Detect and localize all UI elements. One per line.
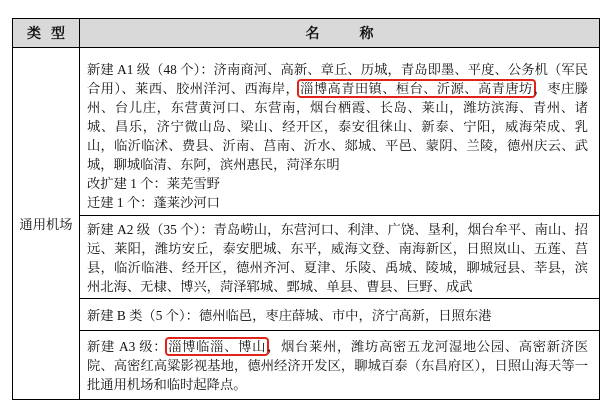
highlight-box-zibo-a1: 淄博高青田镇、桓台、沂源、高青唐坊 <box>300 81 533 96</box>
category-cell <box>13 48 80 399</box>
entry-text-after: ，枣庄滕州、台儿庄，东营黄河口、东营南，烟台栖霞、长岛、莱山，潍坊滨海、青州、诸城、昌乐，济宁微山岛、梁山、经开区，泰安徂徕山、新泰、宁阳，威海荣成、乳山，临沂临沭、费县、沂南、莒南、沂水、郯城、平邑、蒙阴、兰陵，德州庆云、武城，聊城临清、东阿，滨州惠民，菏泽东明 <box>87 81 588 172</box>
group-new-b <box>80 299 599 331</box>
entry-new-a3 <box>87 337 588 394</box>
group-new-a2 <box>80 216 599 299</box>
group-new-a1 <box>80 48 599 216</box>
general-airport-table <box>12 18 600 400</box>
table-body <box>13 48 599 399</box>
entry-expansion: 改扩建 1 个：莱芜雪野 <box>87 176 220 191</box>
entry-text-after: ，烟台莱州，潍坊高密五龙河湿地公园、高密新济医院、高密红高粱影视基地，德州经济开发区，聊城百泰（东昌府区），日照山海天等一批通用机场和临时起降点。 <box>87 339 589 392</box>
category-label: 通用机场 <box>19 217 73 232</box>
table-header-row <box>13 19 599 48</box>
entry-new-a2: 新建 A2 级（35 个）：青岛崂山，东营河口、利津、广饶、垦利，烟台牟平、南山、招远、莱阳，潍坊安丘，泰安肥城、东平，威海文登、南海新区，日照岚山、五莲、莒县，临沂临港、经开区，德州齐河、夏津、乐陵、禹城、陵城，聊城冠县、莘县，滨州北海、无棣、博兴，菏泽郓城、鄄城、单县、曹县、巨野、成武 <box>87 222 588 294</box>
entry-relocation: 迁建 1 个：蓬莱沙河口 <box>87 195 220 210</box>
entry-new-a1 <box>87 60 588 174</box>
group-new-a3 <box>80 331 599 399</box>
header-name-cell: 名称 <box>305 27 414 42</box>
names-column <box>80 48 599 399</box>
highlight-box-zibo-a3: 淄博临淄、博山 <box>168 339 267 354</box>
header-type-cell: 类型 <box>13 19 80 47</box>
entry-text-before: 新建 A1 级（48 个）：济南商河、高新、章丘、历城，青岛即墨、平度、公务机（军民合用）、莱西、胶州洋河、西海岸， <box>87 62 588 96</box>
entry-new-b: 新建 B 类（5 个）：德州临邑，枣庄薛城、市中，济宁高新，日照东港 <box>87 308 492 323</box>
entry-text-before: 新建 A3 级： <box>87 339 168 354</box>
